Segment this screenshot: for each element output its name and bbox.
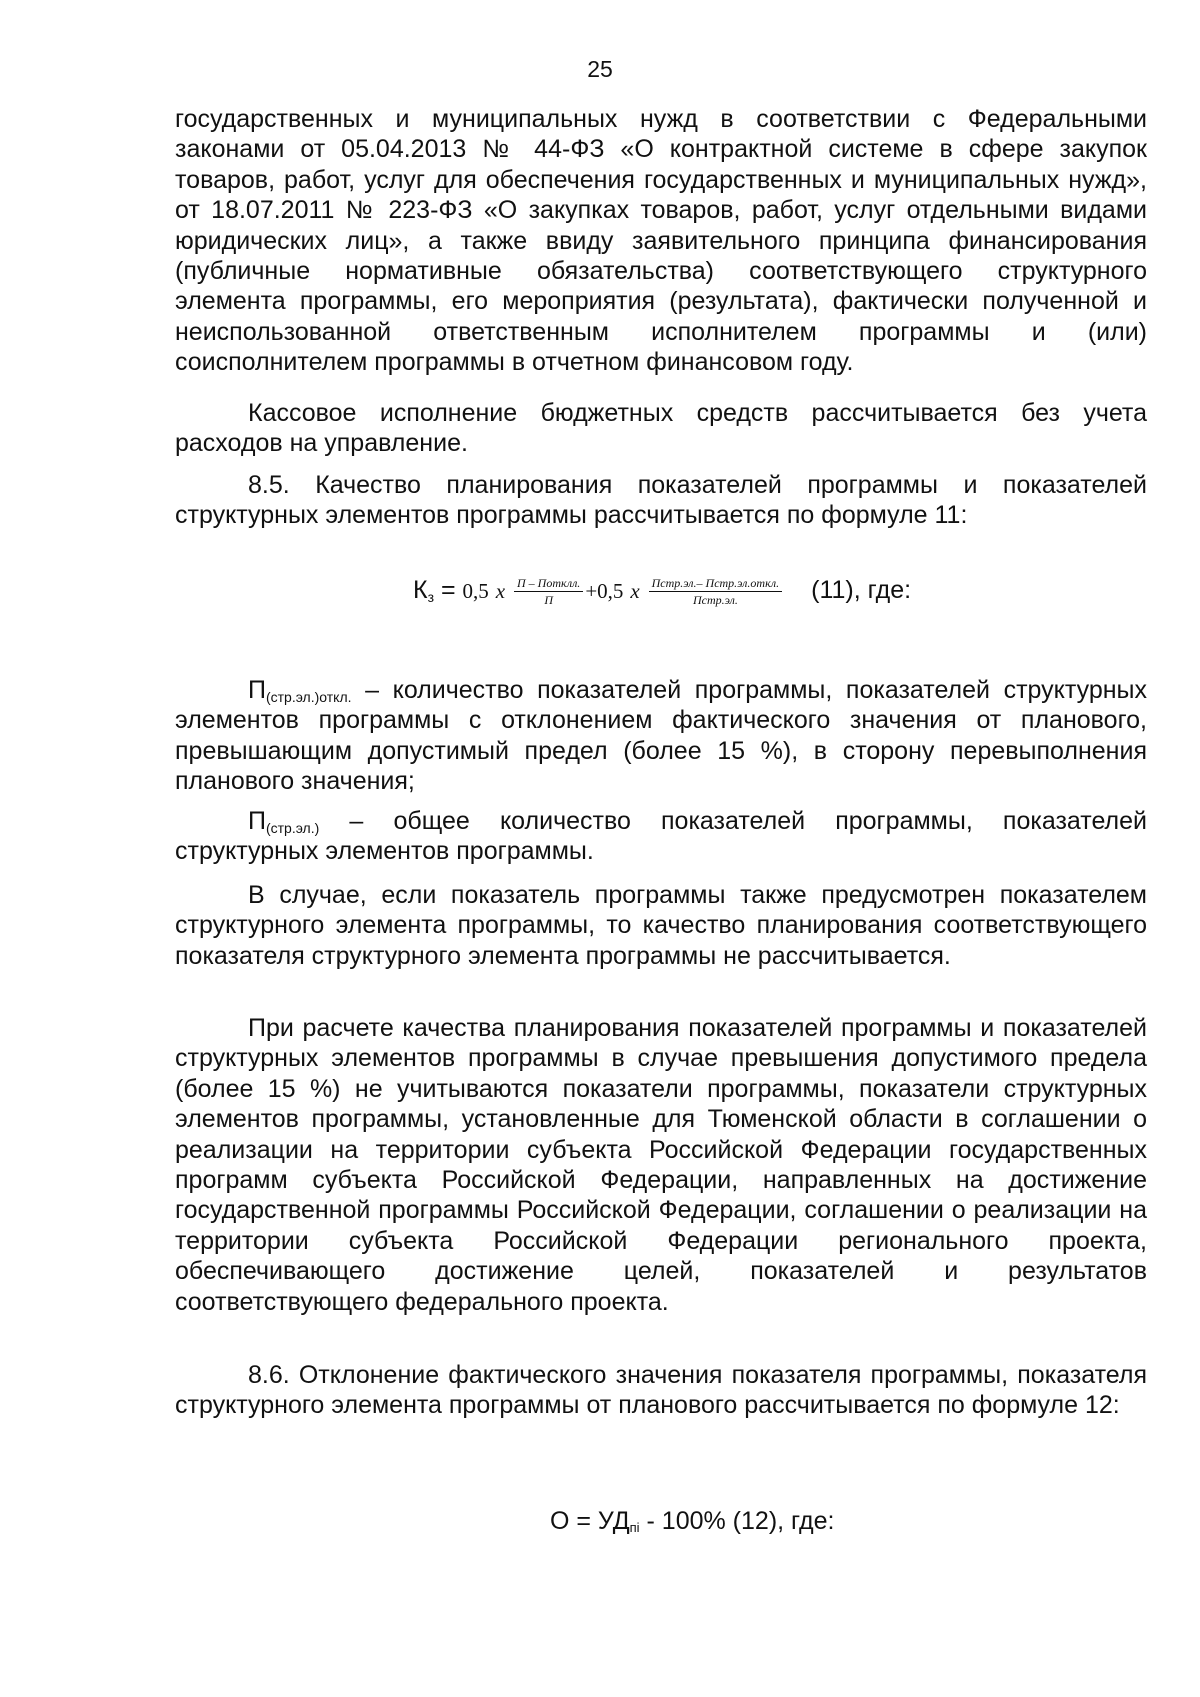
formula-coefficient-1: 0,5 [462,579,489,603]
definition-text [175,675,1147,797]
paragraph-continuation [175,104,1147,378]
formula-12-lhs: О = УД [550,1507,630,1535]
formula-plus: + [585,579,598,603]
paragraph-8-5 [175,470,1147,531]
definition-text [175,806,1147,867]
formula-label: (11), где: [811,576,912,604]
formula-12-subscript: пі [629,1520,640,1535]
definition-p [175,806,1147,867]
paragraph-text: В случае, если показатель программы также предусмотрен показателем структурного элемента программы, то качество планирования соответствующего показателя структурного элемента программы не рассчитывается. [175,881,1147,970]
formula-11 [413,575,911,607]
paragraph-text: 8.5. Качество планирования показателей программы и показателей структурных элементов программы рассчитывается по формуле 11: [175,471,1147,530]
paragraph-text: При расчете качества планирования показателей программы и показателей структурных элементов программы в случае превышения допустимого предела (более 15 %) не учитываются показатели программы, показатели структурных элементов программы, установленные для Тюменской области в соглашении о реализации на территории субъекта Российской Федерации государственных программ субъекта Российской Федерации, направленных на достижение государственной программы Российской Федерации, соглашении о реализации на территории субъекта Российской Федерации регионального проекта, обеспечивающего достижение целей, показателей и результатов соответствующего федерального проекта. [175,1014,1147,1316]
formula-times-1: x [495,579,506,603]
paragraph-duplicate-indicator [175,880,1147,971]
term-symbol: П [248,807,266,835]
paragraph-excluded-indicators [175,1013,1147,1317]
fraction-1-numerator: П – Потклл. [514,576,583,592]
term-subscript: (стр.эл.) [265,820,320,836]
formula-equals: = [434,576,463,604]
paragraph-text: 8.6. Отклонение фактического значения показателя программы, показателя структурного элемента программы от планового рассчитывается по формуле 12: [175,1361,1147,1420]
term-symbol: П [248,676,266,704]
paragraph-8-6 [175,1360,1147,1421]
paragraph-cash-execution [175,398,1147,459]
definition-p-otkl [175,675,1147,797]
formula-12 [550,1506,834,1536]
fraction-1-denominator: П [544,592,553,607]
formula-times-2: x [630,579,640,603]
definition-body: – количество показателей программы, показателей структурных элементов программы с отклонением фактического значения от планового, превышающим допустимый предел (более 15 %), в сторону перевыполнения планового значения; [175,676,1147,796]
paragraph-text: государственных и муниципальных нужд в соответствии с Федеральными законами от 05.04.2013 № 44-ФЗ «О контрактной системе в сфере закупок товаров, работ, услуг для обеспечения государственных и муниципальных нужд», от 18.07.2011 № 223-ФЗ «О закупках товаров, работ, услуг отдельными видами юридических лиц», а также ввиду заявительного принципа финансирования (публичные нормативные обязательства) соответствующего структурного элемента программы, его мероприятия (результата), фактически полученной и неиспользованной ответственным исполнителем программы и (или) соисполнителем программы в отчетном финансовом году. [175,105,1147,377]
formula-fraction-1 [514,576,583,607]
formula-lhs-subscript: з [427,589,434,605]
formula-lhs: К [413,576,428,604]
formula-fraction-2 [649,576,783,607]
formula-coefficient-2: 0,5 [597,579,624,603]
fraction-2-numerator: Пстр.эл.– Пстр.эл.откл. [649,576,783,592]
formula-12-rest: - 100% (12), где: [639,1507,835,1535]
term-subscript: (стр.эл.)откл. [265,689,352,705]
fraction-2-denominator: Пстр.эл. [692,592,738,607]
paragraph-text: Кассовое исполнение бюджетных средств рассчитывается без учета расходов на управление. [175,399,1147,458]
definition-body: – общее количество показателей программы, показателей структурных элементов программы. [175,807,1147,866]
page-number: 25 [587,56,613,82]
